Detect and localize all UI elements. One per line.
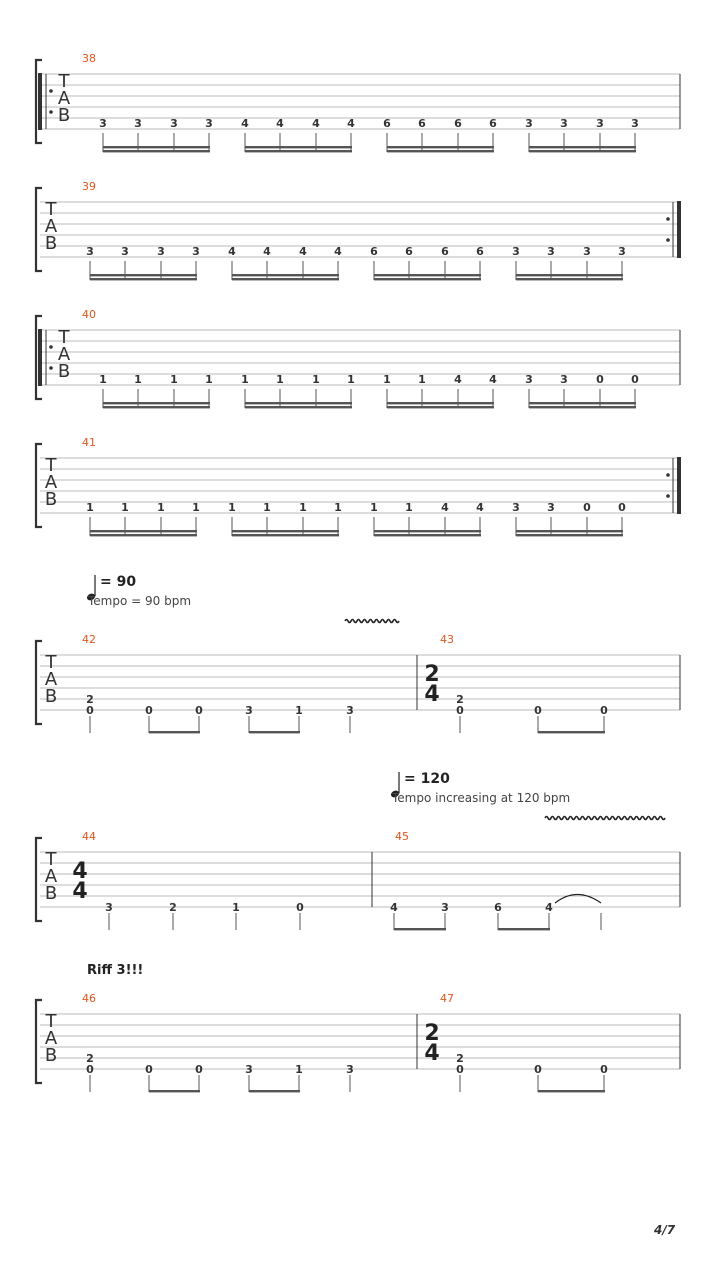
tab-clef-letter: B (44, 1045, 58, 1066)
note-beam (90, 274, 197, 276)
fret-number: 2 (456, 693, 464, 706)
note-beam (232, 278, 339, 280)
fret-number: 1 (370, 501, 378, 514)
fret-number: 3 (441, 901, 449, 914)
note-beam (103, 402, 210, 404)
tab-clef-letter: T (45, 455, 57, 476)
section-label: Riff 3!!! (87, 963, 144, 978)
tab-clef-letter: T (45, 199, 57, 220)
fret-number: 1 (157, 501, 165, 514)
fret-number: 3 (86, 245, 94, 258)
fret-number: 2 (86, 693, 94, 706)
note-beam (149, 731, 200, 733)
time-signature-bottom: 4 (424, 1041, 440, 1066)
fret-number: 0 (86, 704, 94, 717)
repeat-dot (666, 473, 670, 477)
note-beam (90, 530, 197, 532)
note-beam (232, 534, 339, 536)
fret-number: 1 (263, 501, 271, 514)
tab-system (36, 180, 681, 280)
fret-number: 3 (560, 117, 568, 130)
fret-number: 6 (441, 245, 449, 258)
tempo-value: = 120 (404, 771, 450, 787)
note-beam (245, 406, 352, 408)
fret-number: 1 (205, 373, 213, 386)
tempo-description: Tempo increasing at 120 bpm (392, 791, 571, 805)
tab-clef-letter: T (45, 652, 57, 673)
note-beam (529, 402, 636, 404)
note-beam (374, 274, 481, 276)
repeat-end-thick (677, 201, 681, 258)
tempo-value: = 90 (100, 574, 137, 590)
fret-number: 1 (295, 704, 303, 717)
system-bracket (36, 641, 42, 724)
fret-number: 3 (157, 245, 165, 258)
system-bracket (36, 838, 42, 921)
repeat-dot (666, 238, 670, 242)
tab-clef-letter: T (58, 327, 70, 348)
note-beam (90, 278, 197, 280)
fret-number: 4 (454, 373, 462, 386)
fret-number: 4 (299, 245, 307, 258)
note-beam (516, 274, 623, 276)
note-beam (516, 278, 623, 280)
tab-clef-letter: T (45, 849, 57, 870)
fret-number: 0 (195, 704, 203, 717)
repeat-dot (49, 89, 53, 93)
fret-number: 1 (86, 501, 94, 514)
fret-number: 3 (596, 117, 604, 130)
fret-number: 3 (512, 245, 520, 258)
fret-number: 3 (245, 1063, 253, 1076)
fret-number: 0 (596, 373, 604, 386)
tab-system (36, 992, 680, 1092)
fret-number: 1 (170, 373, 178, 386)
fret-number: 0 (86, 1063, 94, 1076)
repeat-start-thick (38, 73, 42, 130)
fret-number: 3 (99, 117, 107, 130)
repeat-dot (49, 366, 53, 370)
fret-number: 0 (456, 704, 464, 717)
page-number: 4/7 (654, 1223, 676, 1237)
fret-number: 1 (99, 373, 107, 386)
measure-number: 44 (82, 830, 96, 843)
fret-number: 4 (334, 245, 342, 258)
fret-number: 0 (296, 901, 304, 914)
tab-clef-letter: A (44, 472, 58, 493)
fret-number: 1 (295, 1063, 303, 1076)
measure-number: 40 (82, 308, 96, 321)
note-beam (374, 534, 481, 536)
time-signature-bottom: 4 (424, 682, 440, 707)
fret-number: 1 (134, 373, 142, 386)
measure-number: 45 (395, 830, 409, 843)
vibrato-mark (545, 817, 665, 820)
vibrato-mark (345, 620, 399, 623)
note-beam (245, 402, 352, 404)
fret-number: 0 (534, 704, 542, 717)
time-signature-top: 4 (72, 859, 88, 884)
tab-clef-letter: A (44, 669, 58, 690)
fret-number: 4 (276, 117, 284, 130)
note-beam (232, 274, 339, 276)
fret-number: 3 (205, 117, 213, 130)
note-beam (516, 530, 623, 532)
note-beam (245, 150, 352, 152)
fret-number: 0 (583, 501, 591, 514)
repeat-dot (49, 345, 53, 349)
tab-clef-letter: B (44, 489, 58, 510)
fret-number: 3 (525, 117, 533, 130)
fret-number: 6 (489, 117, 497, 130)
fret-number: 1 (312, 373, 320, 386)
fret-number: 3 (631, 117, 639, 130)
note-beam (529, 150, 636, 152)
fret-number: 0 (618, 501, 626, 514)
fret-number: 4 (241, 117, 249, 130)
note-beam (498, 928, 550, 930)
tab-clef-letter: A (57, 344, 71, 365)
fret-number: 2 (86, 1052, 94, 1065)
system-bracket (36, 188, 42, 271)
fret-number: 1 (121, 501, 129, 514)
fret-number: 3 (134, 117, 142, 130)
tempo-mark-90 (86, 574, 191, 608)
fret-number: 6 (405, 245, 413, 258)
tab-clef-letter: B (44, 883, 58, 904)
fret-number: 3 (547, 245, 555, 258)
fret-number: 3 (525, 373, 533, 386)
note-beam (387, 146, 494, 148)
fret-number: 3 (512, 501, 520, 514)
fret-number: 3 (105, 901, 113, 914)
time-signature-top: 2 (424, 662, 440, 687)
fret-number: 3 (618, 245, 626, 258)
tab-system (36, 52, 680, 152)
repeat-dot (666, 217, 670, 221)
fret-number: 1 (232, 901, 240, 914)
note-beam (387, 402, 494, 404)
fret-number: 4 (441, 501, 449, 514)
fret-number: 0 (534, 1063, 542, 1076)
tab-system (36, 620, 680, 734)
fret-number: 4 (347, 117, 355, 130)
repeat-start-thick (38, 329, 42, 386)
fret-number: 3 (245, 704, 253, 717)
fret-number: 0 (600, 704, 608, 717)
fret-number: 1 (334, 501, 342, 514)
note-beam (387, 406, 494, 408)
fret-number: 3 (192, 245, 200, 258)
measure-number: 41 (82, 436, 96, 449)
note-beam (103, 146, 210, 148)
tab-system (36, 436, 681, 536)
note-beam (529, 146, 636, 148)
fret-number: 3 (121, 245, 129, 258)
fret-number: 1 (418, 373, 426, 386)
fret-number: 1 (299, 501, 307, 514)
fret-number: 0 (600, 1063, 608, 1076)
fret-number: 1 (347, 373, 355, 386)
fret-number: 6 (476, 245, 484, 258)
fret-number: 6 (383, 117, 391, 130)
fret-number: 3 (346, 1063, 354, 1076)
measure-number: 43 (440, 633, 454, 646)
repeat-end-thick (677, 457, 681, 514)
tab-system (36, 308, 680, 408)
note-beam (103, 406, 210, 408)
time-signature-bottom: 4 (72, 879, 88, 904)
fret-number: 0 (145, 1063, 153, 1076)
fret-number: 6 (494, 901, 502, 914)
fret-number: 2 (456, 1052, 464, 1065)
note-beam (374, 278, 481, 280)
system-bracket (36, 1000, 42, 1083)
note-beam (538, 731, 605, 733)
tab-system (36, 817, 680, 931)
note-beam (249, 1090, 300, 1092)
fret-number: 4 (489, 373, 497, 386)
repeat-dot (49, 110, 53, 114)
fret-number: 4 (228, 245, 236, 258)
note-beam (529, 406, 636, 408)
fret-number: 0 (631, 373, 639, 386)
time-signature-top: 2 (424, 1021, 440, 1046)
fret-number: 4 (263, 245, 271, 258)
note-beam (245, 146, 352, 148)
fret-number: 0 (195, 1063, 203, 1076)
fret-number: 2 (169, 901, 177, 914)
fret-number: 0 (456, 1063, 464, 1076)
note-beam (249, 731, 300, 733)
tab-clef-letter: B (57, 105, 71, 126)
note-beam (374, 530, 481, 532)
fret-number: 4 (312, 117, 320, 130)
tab-clef-letter: T (58, 71, 70, 92)
fret-number: 1 (192, 501, 200, 514)
fret-number: 6 (454, 117, 462, 130)
tab-clef-letter: A (57, 88, 71, 109)
fret-number: 3 (346, 704, 354, 717)
tab-clef-letter: B (44, 686, 58, 707)
note-beam (394, 928, 446, 930)
system-bracket (36, 444, 42, 527)
tab-clef-letter: A (44, 866, 58, 887)
fret-number: 4 (545, 901, 553, 914)
tab-clef-letter: T (45, 1011, 57, 1032)
fret-number: 3 (560, 373, 568, 386)
fret-number: 3 (583, 245, 591, 258)
fret-number: 6 (418, 117, 426, 130)
fret-number: 6 (370, 245, 378, 258)
note-beam (538, 1090, 605, 1092)
fret-number: 1 (276, 373, 284, 386)
tab-clef-letter: A (44, 1028, 58, 1049)
note-beam (387, 150, 494, 152)
fret-number: 1 (383, 373, 391, 386)
tab-clef-letter: A (44, 216, 58, 237)
repeat-dot (666, 494, 670, 498)
fret-number: 0 (145, 704, 153, 717)
tempo-mark-120 (390, 771, 570, 805)
fret-number: 3 (170, 117, 178, 130)
tempo-description: Tempo = 90 bpm (88, 594, 192, 608)
note-beam (90, 534, 197, 536)
measure-number: 39 (82, 180, 96, 193)
fret-number: 1 (228, 501, 236, 514)
note-beam (516, 534, 623, 536)
tab-clef-letter: B (44, 233, 58, 254)
measure-number: 38 (82, 52, 96, 65)
fret-number: 1 (241, 373, 249, 386)
measure-number: 47 (440, 992, 454, 1005)
fret-number: 4 (390, 901, 398, 914)
note-beam (232, 530, 339, 532)
note-beam (149, 1090, 200, 1092)
fret-number: 4 (476, 501, 484, 514)
measure-number: 42 (82, 633, 96, 646)
fret-number: 3 (547, 501, 555, 514)
tab-clef-letter: B (57, 361, 71, 382)
note-beam (103, 150, 210, 152)
measure-number: 46 (82, 992, 96, 1005)
fret-number: 1 (405, 501, 413, 514)
